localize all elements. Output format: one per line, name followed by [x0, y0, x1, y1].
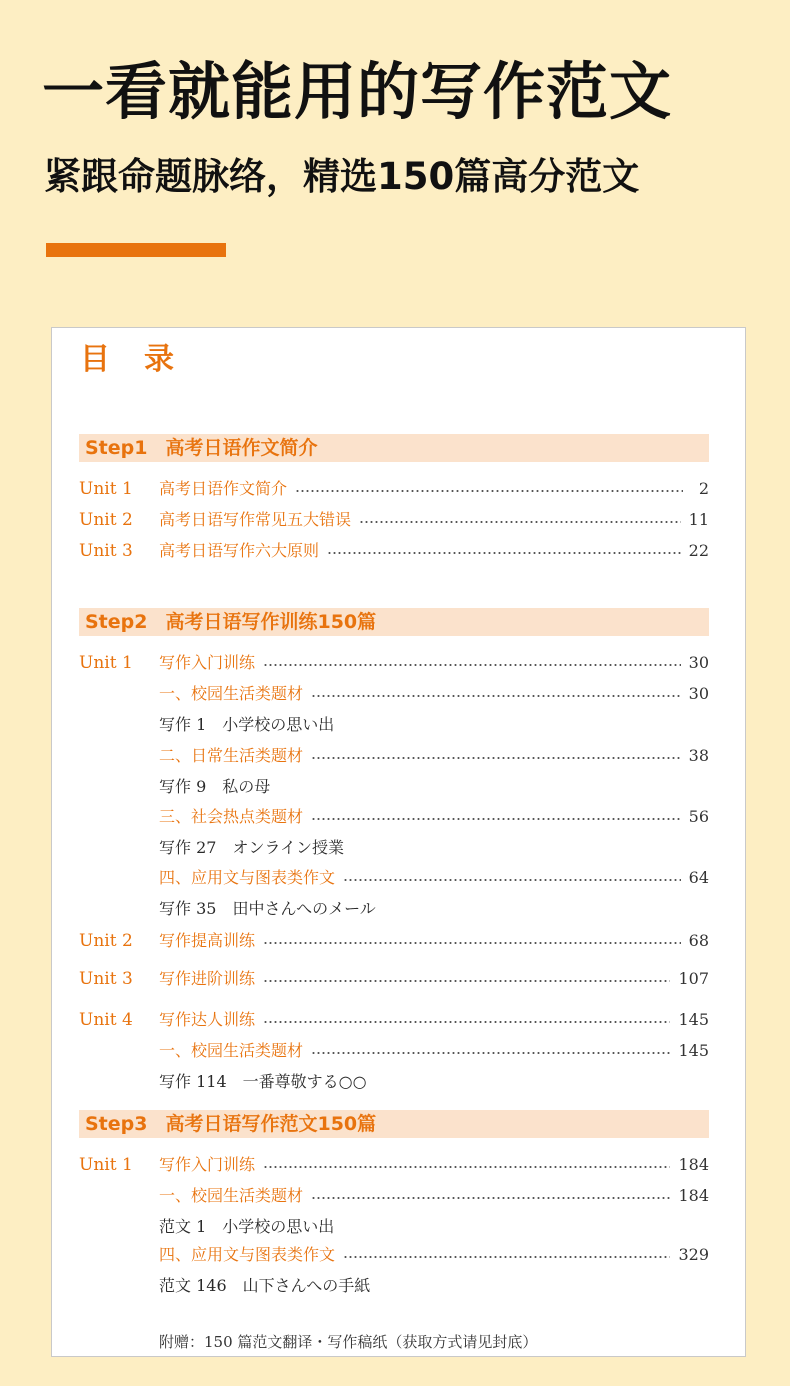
toc-entry[interactable] [159, 897, 709, 921]
headline: 一看就能用的写作范文 [42, 55, 673, 128]
toc-entry[interactable] [79, 508, 709, 532]
entry-label: 写作 114 一番尊敬する○○ [159, 1072, 367, 1091]
toc-title: 目录 [80, 342, 208, 377]
toc-entry[interactable] [79, 539, 709, 563]
step-name: Step1 [85, 437, 148, 459]
leader-dots [263, 1166, 670, 1168]
step-header [79, 1110, 709, 1138]
toc-entry[interactable] [159, 713, 709, 737]
entry-page: 107 [678, 969, 709, 988]
leader-dots [263, 980, 670, 982]
leader-dots [263, 664, 681, 666]
toc-entry[interactable] [159, 1274, 709, 1298]
footnote: 附赠：150 篇范文翻译・写作稿纸（获取方式请见封底） [159, 1333, 538, 1351]
toc-entry[interactable] [159, 744, 709, 768]
entry-unit: Unit 1 [79, 479, 133, 499]
entry-label: 范文 1 小学校の思い出 [159, 1217, 335, 1236]
entry-label: 三、社会热点类题材 [159, 807, 304, 826]
entry-label: 写作入门训练 [159, 1155, 256, 1174]
entry-unit: Unit 2 [79, 510, 133, 530]
leader-dots [343, 879, 681, 881]
leader-dots [343, 1256, 670, 1258]
toc-card [51, 327, 746, 1357]
toc-entry[interactable] [79, 967, 709, 991]
entry-label: 高考日语写作六大原则 [159, 541, 320, 560]
step-title: 高考日语作文简介 [165, 437, 318, 459]
leader-dots [311, 818, 681, 820]
entry-page: 38 [688, 746, 709, 765]
entry-label: 一、校园生活类题材 [159, 1041, 304, 1060]
leader-dots [311, 1052, 670, 1054]
entry-page: 145 [678, 1041, 709, 1060]
leader-dots [311, 695, 681, 697]
toc-entry[interactable] [159, 866, 709, 890]
entry-label: 写作 27 オンライン授業 [159, 838, 344, 857]
entry-page: 30 [688, 684, 709, 703]
entry-unit: Unit 3 [79, 541, 133, 561]
entry-label: 四、应用文与图表类作文 [159, 868, 336, 887]
step-header [79, 608, 709, 636]
accent-bar [46, 243, 226, 257]
toc-entry[interactable] [159, 682, 709, 706]
toc-entry[interactable] [159, 1039, 709, 1063]
entry-page: 2 [698, 479, 709, 498]
entry-page: 68 [688, 931, 709, 950]
entry-unit: Unit 2 [79, 931, 133, 951]
entry-label: 一、校园生活类题材 [159, 684, 304, 703]
entry-page: 22 [688, 541, 709, 560]
toc-entry[interactable] [79, 1153, 709, 1177]
entry-page: 184 [678, 1155, 709, 1174]
entry-page: 56 [688, 807, 709, 826]
entry-label: 写作进阶训练 [159, 969, 256, 988]
leader-dots [359, 521, 681, 523]
step-name: Step2 [85, 611, 148, 633]
toc-entry[interactable] [159, 836, 709, 860]
leader-dots [295, 490, 683, 492]
entry-label: 写作 1 小学校の思い出 [159, 715, 335, 734]
entry-unit: Unit 1 [79, 653, 133, 673]
leader-dots [327, 552, 681, 554]
entry-page: 184 [678, 1186, 709, 1205]
toc-entry[interactable] [159, 1243, 709, 1267]
toc-entry[interactable] [159, 1070, 709, 1094]
entry-page: 145 [678, 1010, 709, 1029]
toc-entry[interactable] [79, 1008, 709, 1032]
step-name: Step3 [85, 1113, 148, 1135]
entry-page: 64 [688, 868, 709, 887]
toc-entry[interactable] [159, 805, 709, 829]
entry-label: 写作 35 田中さんへのメール [159, 899, 376, 918]
toc-entry[interactable] [159, 775, 709, 799]
step-title: 高考日语写作训练150篇 [165, 611, 377, 633]
step-header [79, 434, 709, 462]
entry-label: 写作提高训练 [159, 931, 256, 950]
entry-page: 11 [688, 510, 709, 529]
entry-label: 写作入门训练 [159, 653, 256, 672]
toc-entry[interactable] [159, 1215, 709, 1239]
subline: 紧跟命题脉络，精选150篇高分范文 [44, 155, 640, 198]
entry-unit: Unit 1 [79, 1155, 133, 1175]
leader-dots [263, 1021, 670, 1023]
leader-dots [311, 757, 681, 759]
leader-dots [311, 1197, 670, 1199]
entry-label: 高考日语写作常见五大错误 [159, 510, 352, 529]
entry-label: 范文 146 山下さんへの手紙 [159, 1276, 371, 1295]
toc-entry[interactable] [79, 651, 709, 675]
entry-label: 写作达人训练 [159, 1010, 256, 1029]
entry-label: 高考日语作文简介 [159, 479, 288, 498]
entry-page: 329 [678, 1245, 709, 1264]
step-title: 高考日语写作范文150篇 [165, 1113, 377, 1135]
toc-entry[interactable] [79, 477, 709, 501]
entry-label: 二、日常生活类题材 [159, 746, 304, 765]
leader-dots [263, 942, 681, 944]
entry-label: 写作 9 私の母 [159, 777, 271, 796]
entry-unit: Unit 3 [79, 969, 133, 989]
entry-label: 一、校园生活类题材 [159, 1186, 304, 1205]
toc-entry[interactable] [79, 929, 709, 953]
toc-entry[interactable] [159, 1184, 709, 1208]
entry-label: 四、应用文与图表类作文 [159, 1245, 336, 1264]
entry-page: 30 [688, 653, 709, 672]
entry-unit: Unit 4 [79, 1010, 133, 1030]
